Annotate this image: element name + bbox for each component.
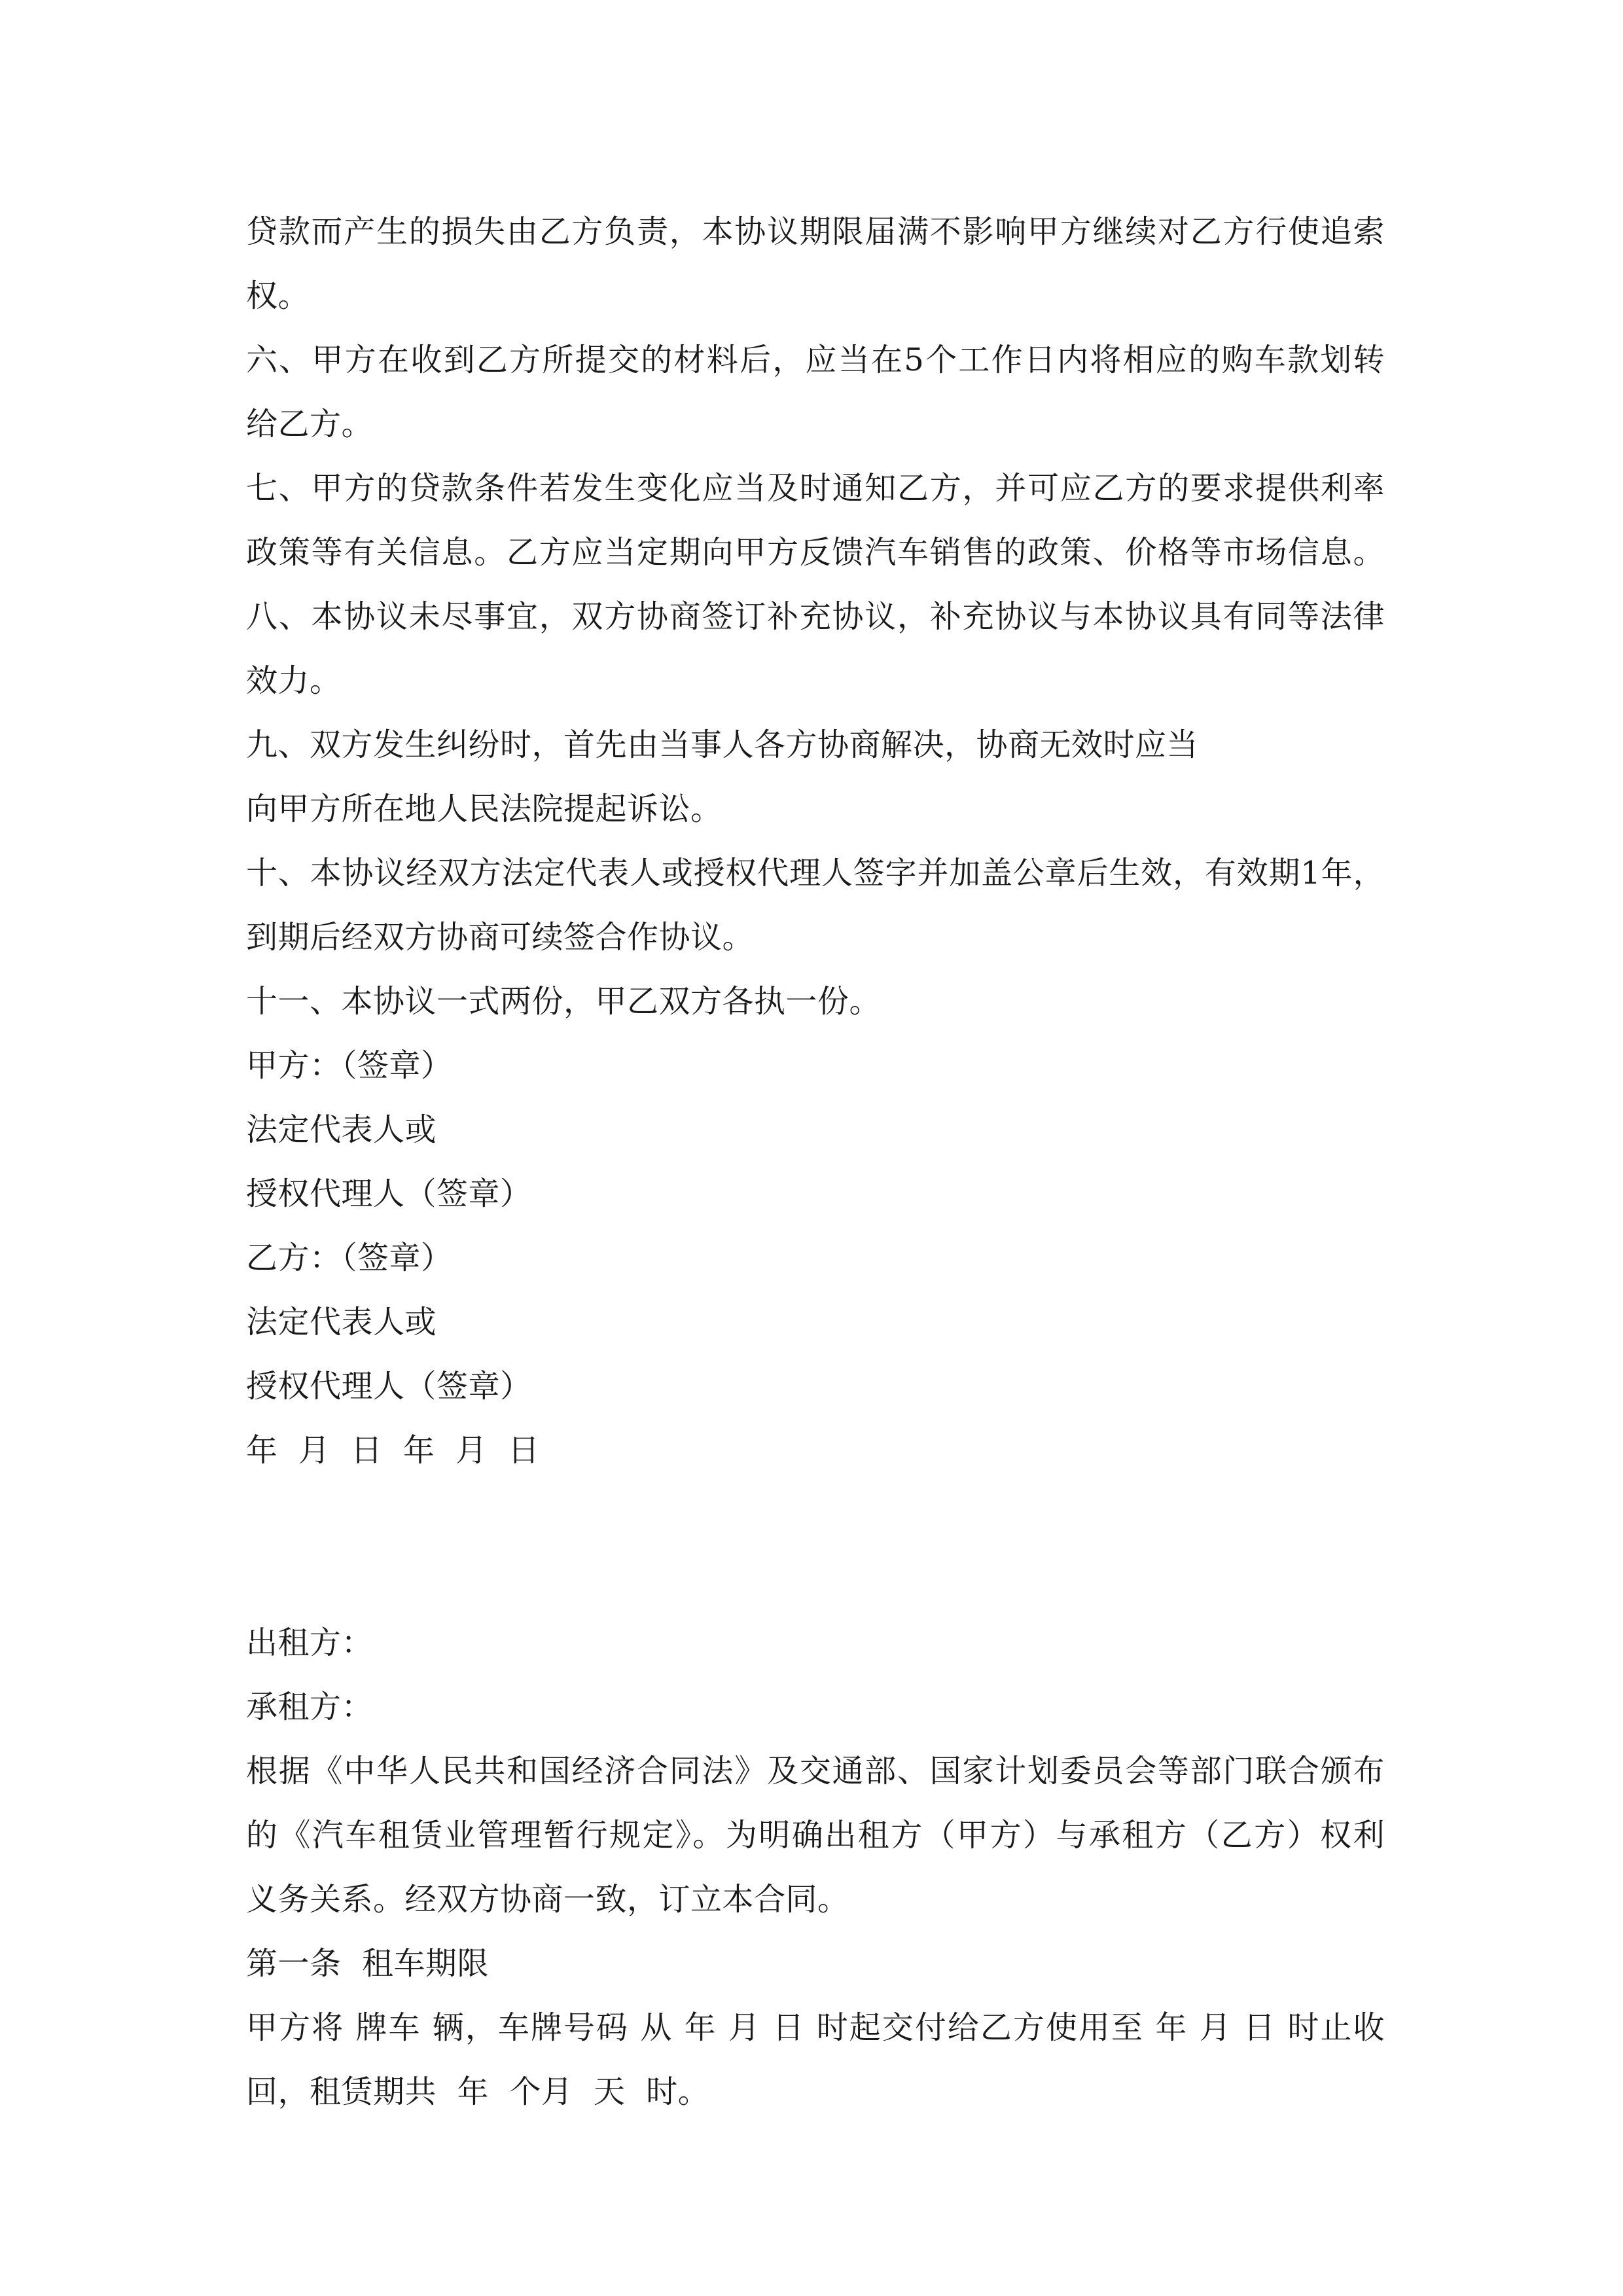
text-line: 政策等有关信息。乙方应当定期向甲方反馈汽车销售的政策、价格等市场信息。 [246, 534, 1385, 571]
preamble-line: 根据《中华人民共和国经济合同法》及交通部、国家计划委员会等部门联合颁布 [246, 1753, 1385, 1789]
document-body [246, 200, 1385, 2124]
clause-10-line: 十、本协议经双方法定代表人或授权代理人签字并加盖公章后生效，有效期1年， [246, 855, 1385, 891]
party-a-agent-label: 授权代理人（签章） [246, 1175, 532, 1212]
text-line: 贷款而产生的损失由乙方负责，本协议期限届满不影响甲方继续对乙方行使追索 [246, 213, 1385, 250]
preamble-line: 的《汽车租赁业管理暂行规定》。为明确出租方（甲方）与承租方（乙方）权利 [246, 1817, 1385, 1854]
clause-8-line: 八、本协议未尽事宜，双方协商签订补充协议，补充协议与本协议具有同等法律 [246, 598, 1385, 635]
clause-11-line: 十一、本协议一式两份，甲乙双方各执一份。 [246, 983, 882, 1020]
lessor-label: 出租方： [246, 1624, 374, 1661]
date-line: 年 月 日 年 月 日 [246, 1432, 540, 1469]
article-1-line: 甲方将 牌车 辆，车牌号码 从 年 月 日 时起交付给乙方使用至 年 月 日 时止收 [246, 2009, 1385, 2046]
text-line: 到期后经双方协商可续签合作协议。 [246, 919, 755, 956]
party-a-legal-rep-label: 法定代表人或 [246, 1111, 437, 1148]
party-b-signature-label: 乙方：（签章） [246, 1240, 453, 1276]
text-line: 权。 [246, 278, 310, 314]
preamble-line: 义务关系。经双方协商一致，订立本合同。 [246, 1881, 849, 1918]
section-spacer [246, 1482, 1385, 1611]
article-1-heading: 第一条 租车期限 [246, 1945, 490, 1982]
text-line: 给乙方。 [246, 406, 374, 442]
party-a-signature-label: 甲方：（签章） [246, 1047, 453, 1084]
clause-7-line: 七、甲方的贷款条件若发生变化应当及时通知乙方，并可应乙方的要求提供利率 [246, 470, 1385, 507]
clause-6-line: 六、甲方在收到乙方所提交的材料后，应当在5个工作日内将相应的购车款划转 [246, 342, 1385, 378]
party-b-agent-label: 授权代理人（签章） [246, 1368, 532, 1405]
lessee-label: 承租方： [246, 1689, 374, 1725]
clause-9-line: 九、双方发生纠纷时，首先由当事人各方协商解决，协商无效时应当 [246, 726, 1199, 763]
article-1-line: 回，租赁期共 年 个月 天 时。 [246, 2073, 710, 2110]
text-line: 向甲方所在地人民法院提起诉讼。 [246, 791, 722, 827]
party-b-legal-rep-label: 法定代表人或 [246, 1304, 437, 1340]
text-line: 效力。 [246, 662, 342, 699]
